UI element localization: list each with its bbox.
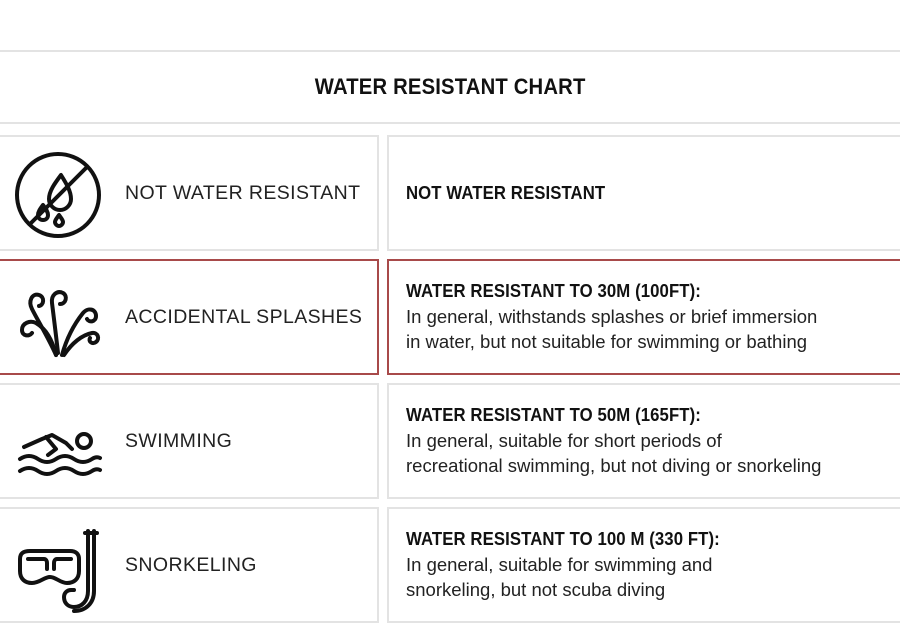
row-heading: WATER RESISTANT TO 50M (165FT):	[406, 404, 701, 425]
snorkel-mask-icon	[12, 521, 104, 613]
row-description-cell	[387, 383, 900, 499]
chart-title: WATER RESISTANT CHART	[314, 74, 586, 99]
row-description-line: recreational swimming, but not diving or snorkeling	[406, 454, 822, 476]
row-description-line: in water, but not suitable for swimming or bathing	[406, 330, 808, 352]
table-row-swimming	[0, 383, 900, 499]
row-label-cell	[0, 259, 379, 375]
chart-title-bar	[0, 50, 900, 124]
row-description-line: In general, suitable for swimming and	[406, 553, 713, 575]
row-heading: WATER RESISTANT TO 30M (100FT):	[406, 280, 701, 301]
table-row-not-water-resistant	[0, 135, 900, 251]
table-row-accidental-splashes	[0, 259, 900, 375]
row-description-cell	[387, 259, 900, 375]
row-description-line: In general, withstands splashes or brief immersion	[406, 305, 818, 327]
row-heading: WATER RESISTANT TO 100 M (330 FT):	[406, 528, 720, 549]
splash-icon	[12, 273, 104, 365]
row-heading: NOT WATER RESISTANT	[406, 182, 606, 203]
swimmer-icon	[12, 397, 104, 489]
row-label-cell	[0, 383, 379, 499]
row-description-cell	[387, 135, 900, 251]
row-label: NOT WATER RESISTANT	[125, 181, 361, 204]
row-label-cell	[0, 507, 379, 623]
row-label: SWIMMING	[125, 429, 233, 452]
row-label-cell	[0, 135, 379, 251]
row-description-line: In general, suitable for short periods of	[406, 429, 722, 451]
no-water-drops-icon	[12, 149, 104, 241]
row-label: ACCIDENTAL SPLASHES	[125, 305, 363, 328]
table-row-snorkeling	[0, 507, 900, 623]
row-description-cell	[387, 507, 900, 623]
row-description-line: snorkeling, but not scuba diving	[406, 578, 666, 600]
row-label: SNORKELING	[125, 553, 257, 576]
